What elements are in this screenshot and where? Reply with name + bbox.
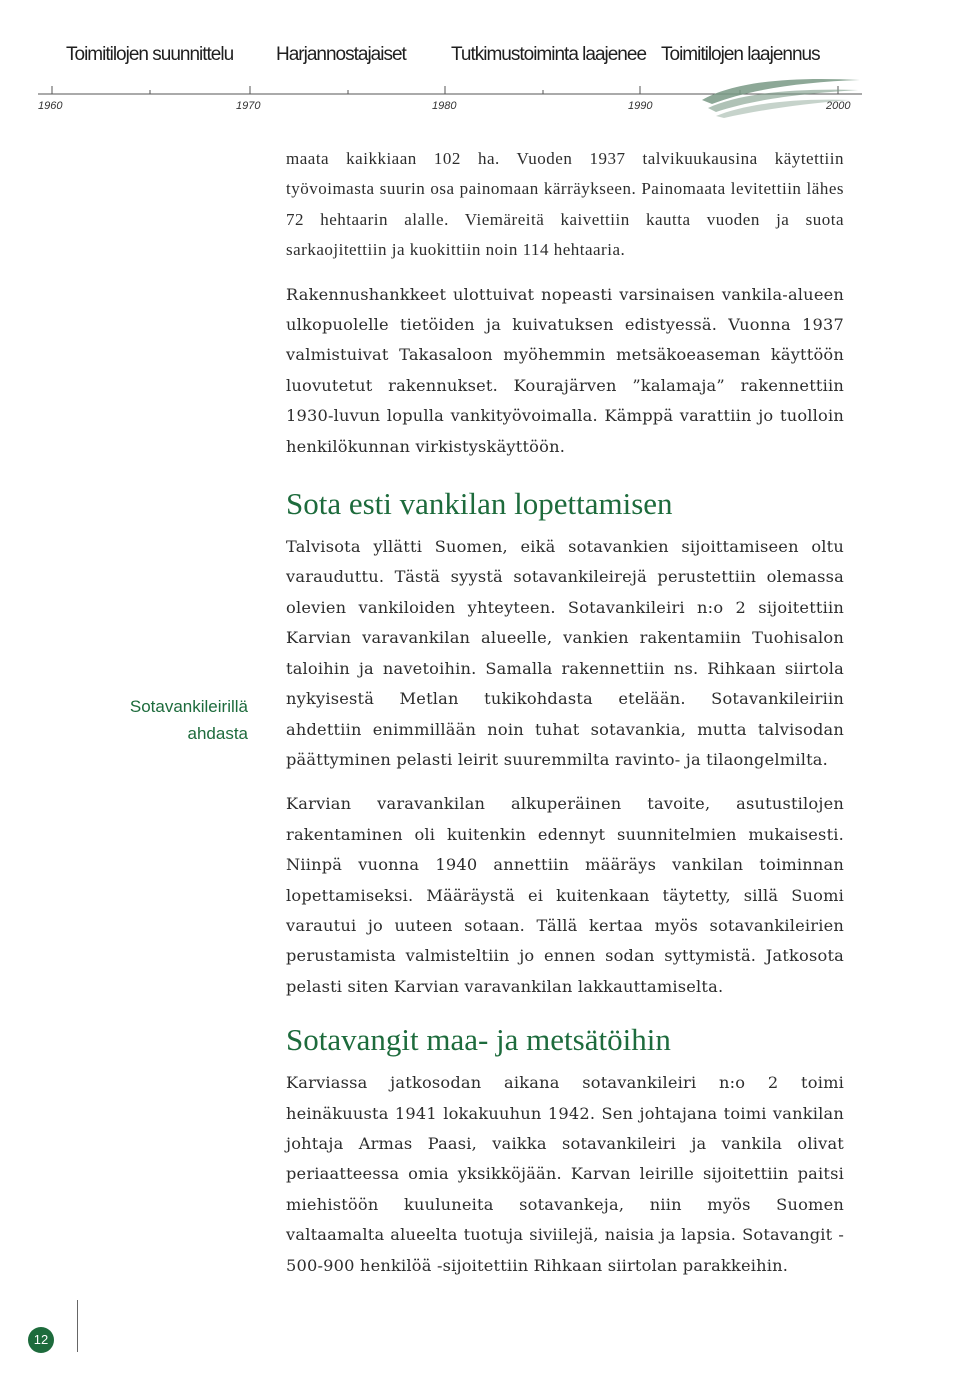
paragraph-5: Karviassa jatkosodan aikana sotavankileiri n:o 2 toimi heinäkuusta 1941 lokakuuhun 1942. Sen johtajana toimi vankilan johtaja Armas Paasi, vaikka sotavankileiri ja vankila olivat periaatteessa omia yksikköjään. Karvan leirille sijoitettiin paitsi miehistöön kuuluneita sotavankeja, niin myös Suomen valtaamalta alueelta tuotuja siviilejä, naisia ja lapsia. Sotavangit - 500-900 henkilöä -sijoitettiin Rihkaan siirtolan parakkeihin. <box>286 1073 844 1275</box>
paragraph-3: Talvisota yllätti Suomen, eikä sotavankien sijoittamiseen oltu varauduttu. Tästä syystä sotavankileirejä perustettiin olemassa olevien vankiloiden yhteyteen. Sotavankileiri n:o 2 sijoitettiin Karvian varavankilan alueelle, vankien rakentamiin Tuohisalon taloihin ja navetoihin. Samalla rakennettiin ns. Rihkaan siirtola nykyisestä Metlan tukikohdasta etelään. Sotavankileiriin ahdettiin enimmillään noin tuhat sotavankia, mutta talvisodan päättyminen pelasti leirit suuremmilta ravinto- ja tilaongelmilta. <box>286 537 844 769</box>
header-tab-toimitilojen-suunnittelu: Toimitilojen suunnittelu <box>66 44 234 65</box>
year-1990: 1990 <box>628 100 653 112</box>
page-number-badge: 12 <box>28 1327 54 1353</box>
article-body <box>286 144 844 1281</box>
header-tab-harjannostajaiset: Harjannostajaiset <box>276 44 406 65</box>
paragraph-1: maata kaikkiaan 102 ha. Vuoden 1937 talvikuukausina käytettiin työvoimasta suurin osa painomaan kärräykseen. Painomaata levitettiin lähes 72 hehtaarin alalle. Viemäreitä kaivettiin kautta vuoden ja suota sarkaojitettiin ja kuokittiin noin 114 hehtaaria. <box>286 149 844 260</box>
page-divider <box>77 1300 78 1352</box>
section-heading-sotavangit: Sotavangit maa- ja metsätöihin <box>286 1022 671 1058</box>
margin-note-line-2: ahdasta <box>187 724 248 743</box>
year-1980: 1980 <box>432 100 457 112</box>
year-1960: 1960 <box>38 100 63 112</box>
header-tab-tutkimustoiminta: Tutkimustoiminta laajenee <box>451 44 647 65</box>
margin-note <box>130 693 248 747</box>
year-1970: 1970 <box>236 100 261 112</box>
header-tab-toimitilojen-laajennus: Toimitilojen laajennus <box>661 44 820 65</box>
paragraph-2: Rakennushankkeet ulottuivat nopeasti varsinaisen vankila-alueen ulkopuolelle tietöiden ja kuivatuksen edistyessä. Vuonna 1937 valmistuivat Takasaloon myöhemmin metsäkoeaseman käyttöön luovutetut rakennukset. Kourajärven ”kalamaja” rakennettiin 1930-luvun lopulla vankityövoimalla. Kämppä varattiin jo tuolloin henkilökunnan virkistyskäyttöön. <box>286 284 844 456</box>
timeline-axis <box>0 78 960 118</box>
paragraph-4: Karvian varavankilan alkuperäinen tavoite, asutustilojen rakentaminen oli kuitenkin edennyt suunnitelmien mukaisesti. Niinpä vuonna 1940 annettiin määräys vankilan toiminnan lopettamiseksi. Määräystä ei kuitenkaan täytetty, sillä Suomi varautui jo uuteen sotaan. Tällä kertaa myös sotavankileirien perustamista valmisteltiin jo ennen sodan syttymistä. Jatkosota pelasti siten Karvian varavankilan lakkauttamiselta. <box>286 794 844 996</box>
timeline <box>0 78 960 118</box>
swoosh-logo-icon <box>702 79 860 118</box>
year-2000: 2000 <box>826 100 851 112</box>
timeline-header <box>0 44 960 74</box>
section-heading-sota: Sota esti vankilan lopettamisen <box>286 486 673 522</box>
margin-note-line-1: Sotavankileirillä <box>129 697 248 716</box>
